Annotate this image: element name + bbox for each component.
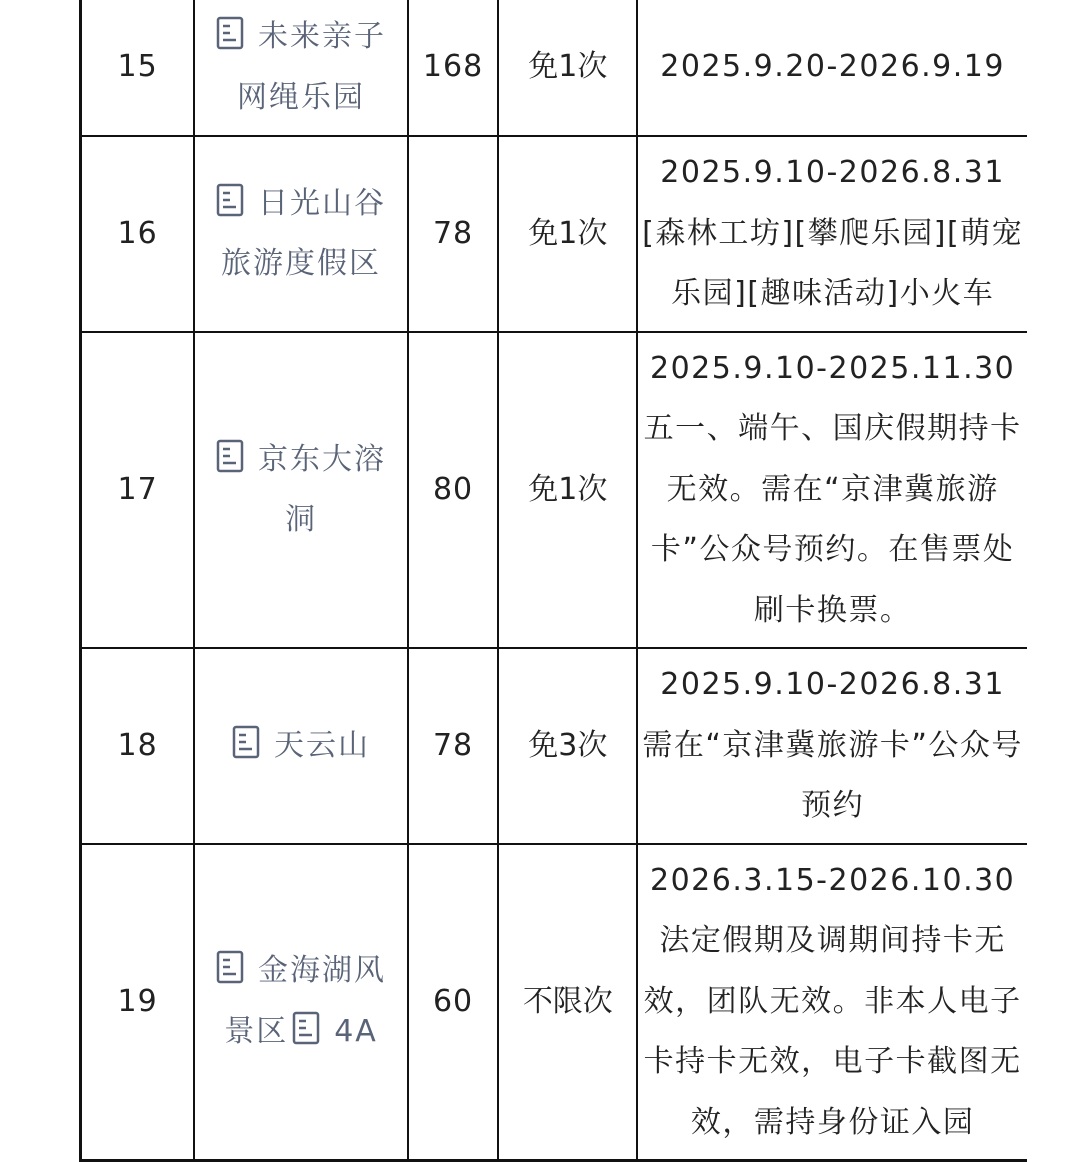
- document-icon: [216, 439, 244, 473]
- benefit-count: 免1次: [498, 332, 637, 648]
- table-row: [81, 648, 1028, 844]
- validity-period: 2025.9.10-2025.11.30: [650, 350, 1016, 386]
- validity-period: 2026.3.15-2026.10.30: [650, 862, 1016, 898]
- ticket-price: 78: [408, 648, 499, 844]
- scenic-spot-table: [79, 0, 1027, 1162]
- table-row: [81, 0, 1028, 136]
- notes-cell: [637, 136, 1027, 332]
- validity-period: 2025.9.10-2026.8.31: [660, 667, 1005, 703]
- benefit-count: 免3次: [498, 648, 637, 844]
- scenic-spot-table-wrapper: [79, 0, 1027, 1162]
- spot-name-link[interactable]: [194, 648, 407, 844]
- notes-text: 需在“京津冀旅游卡”公众号预约: [642, 727, 1023, 824]
- table-row: [81, 844, 1028, 1160]
- spot-name-link[interactable]: [194, 332, 407, 648]
- table-row: [81, 136, 1028, 332]
- notes-cell: [637, 0, 1027, 136]
- document-icon: [216, 16, 244, 50]
- spot-name-text: 未来亲子网绳乐园: [237, 19, 386, 115]
- ticket-price: 60: [408, 844, 499, 1160]
- row-index: 17: [81, 332, 195, 648]
- notes-cell: [637, 844, 1027, 1160]
- ticket-price: 78: [408, 136, 499, 332]
- document-icon: [216, 183, 244, 217]
- spot-name-link[interactable]: [194, 0, 407, 136]
- notes-text: 法定假期及调期间持卡无效，团队无效。非本人电子卡持卡无效，电子卡截图无效，需持身份证入园: [643, 923, 1022, 1140]
- spot-name-text: 金海湖风景区: [224, 953, 386, 1049]
- spot-name-text: 日光山谷旅游度假区: [221, 185, 386, 281]
- row-index: 19: [81, 844, 195, 1160]
- notes-text: 五一、端午、国庆假期持卡无效。需在“京津冀旅游卡”公众号预约。在售票处刷卡换票。: [643, 411, 1022, 628]
- row-index: 18: [81, 648, 195, 844]
- spot-name-text: 天云山: [274, 727, 370, 763]
- benefit-count: 免1次: [498, 136, 637, 332]
- spot-name-text: 京东大溶洞: [258, 441, 386, 537]
- validity-period: 2025.9.20-2026.9.19: [660, 49, 1005, 85]
- document-icon: [292, 1011, 320, 1045]
- notes-text: [森林工坊][攀爬乐园][萌宠乐园][趣味活动]小火车: [642, 215, 1024, 312]
- notes-cell: [637, 648, 1027, 844]
- benefit-count: 免1次: [498, 0, 637, 136]
- document-icon: [232, 725, 260, 759]
- spot-name-link[interactable]: [194, 136, 407, 332]
- row-index: 15: [81, 0, 195, 136]
- row-index: 16: [81, 136, 195, 332]
- spot-rating-text: 4A: [334, 1013, 378, 1049]
- spot-name-link[interactable]: [194, 844, 407, 1160]
- document-icon: [216, 950, 244, 984]
- validity-period: 2025.9.10-2026.8.31: [660, 155, 1005, 191]
- ticket-price: 168: [408, 0, 499, 136]
- table-row: [81, 332, 1028, 648]
- benefit-count: 不限次: [498, 844, 637, 1160]
- ticket-price: 80: [408, 332, 499, 648]
- notes-cell: [637, 332, 1027, 648]
